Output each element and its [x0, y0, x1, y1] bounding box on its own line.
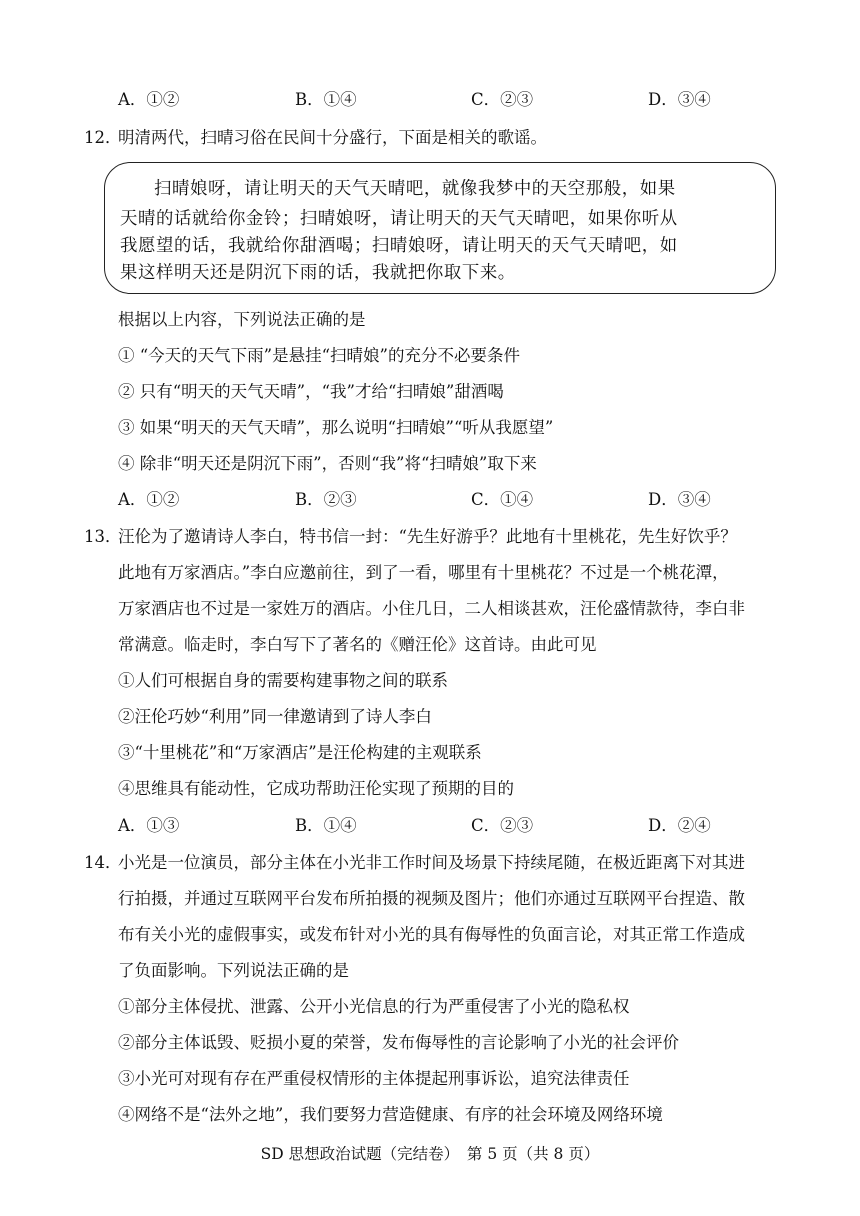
q13-option-c: C．②③	[471, 816, 534, 835]
q13-option-b: B．①④	[295, 816, 357, 835]
q13-statement-2: ②汪伦巧妙“利用”同一律邀请到了诗人李白	[118, 707, 432, 726]
q12-statement-1: ① “今天的天气下雨”是悬挂“扫晴娘”的充分不必要条件	[118, 346, 520, 365]
q12-poem-line: 果这样明天还是阴沉下雨的话，我就把你取下来。	[120, 263, 516, 283]
q12-statement-4: ④ 除非“明天还是阴沉下雨”，否则“我”将“扫晴娘”取下来	[118, 454, 537, 473]
q14-stem-line: 行拍摄，并通过互联网平台发布所拍摄的视频及图片；他们亦通过互联网平台捏造、散	[118, 889, 745, 908]
q12-poem-line: 我愿望的话，我就给你甜酒喝；扫晴娘呀，请让明天的天气天晴吧，如	[120, 236, 678, 256]
q13-number: 13．	[84, 527, 122, 546]
q12-stem: 明清两代，扫晴习俗在民间十分盛行，下面是相关的歌谣。	[118, 128, 547, 147]
q13-option-d: D．②④	[648, 816, 711, 835]
q13-option-a: A．①③	[118, 816, 180, 835]
q12-poem-line: 天晴的话就给你金铃；扫晴娘呀，请让明天的天气天晴吧，如果你听从	[120, 209, 678, 229]
q12-statement-3: ③ 如果“明天的天气天晴”，那么说明“扫晴娘”“听从我愿望”	[118, 418, 554, 437]
q14-statement-3: ③小光可对现有存在严重侵权情形的主体提起刑事诉讼，追究法律责任	[118, 1069, 630, 1088]
q12-option-a: A．①②	[118, 490, 180, 509]
q12-number: 12．	[84, 128, 122, 147]
q11-option-d: D．③④	[648, 90, 711, 109]
q12-prompt: 根据以上内容，下列说法正确的是	[118, 310, 366, 329]
q12-option-d: D．③④	[648, 490, 711, 509]
q14-stem-line: 布有关小光的虚假事实，或发布针对小光的具有侮辱性的负面言论，对其正常工作造成	[118, 925, 745, 944]
q13-stem-line: 此地有万家酒店。”李白应邀前往，到了一看，哪里有十里桃花？不过是一个桃花潭，	[118, 563, 729, 582]
q12-statement-2: ② 只有“明天的天气天晴”，“我”才给“扫晴娘”甜酒喝	[118, 382, 504, 401]
q14-stem-line: 了负面影响。下列说法正确的是	[118, 961, 349, 980]
q13-stem-line: 万家酒店也不过是一家姓万的酒店。小住几日，二人相谈甚欢，汪伦盛情款待，李白非	[118, 599, 745, 618]
q11-option-b: B．①④	[295, 90, 357, 109]
q13-stem-line: 常满意。临走时，李白写下了著名的《赠汪伦》这首诗。由此可见	[118, 635, 597, 654]
q13-statement-4: ④思维具有能动性，它成功帮助汪伦实现了预期的目的	[118, 779, 514, 798]
q13-statement-1: ①人们可根据自身的需要构建事物之间的联系	[118, 671, 448, 690]
q14-number: 14．	[84, 853, 122, 872]
q11-option-a: A．①②	[118, 90, 180, 109]
q14-stem-line: 小光是一位演员，部分主体在小光非工作时间及场景下持续尾随，在极近距离下对其进	[118, 853, 745, 872]
q14-statement-4: ④网络不是“法外之地”，我们要努力营造健康、有序的社会环境及网络环境	[118, 1105, 663, 1124]
q12-option-b: B．②③	[295, 490, 357, 509]
q14-statement-2: ②部分主体诋毁、贬损小夏的荣誉，发布侮辱性的言论影响了小光的社会评价	[118, 1033, 679, 1052]
q12-poem-line: 扫晴娘呀，请让明天的天气天晴吧，就像我梦中的天空那般，如果	[154, 179, 676, 199]
q11-option-c: C．②③	[471, 90, 534, 109]
q13-stem-line: 汪伦为了邀请诗人李白，特书信一封：“先生好游乎？此地有十里桃花，先生好饮乎？	[118, 527, 737, 546]
q13-statement-3: ③“十里桃花”和“万家酒店”是汪伦构建的主观联系	[118, 743, 482, 762]
page-footer: SD 思想政治试题（完结卷） 第 5 页（共 8 页）	[260, 1145, 600, 1163]
q12-option-c: C．①④	[471, 490, 534, 509]
q14-statement-1: ①部分主体侵扰、泄露、公开小光信息的行为严重侵害了小光的隐私权	[118, 997, 630, 1016]
